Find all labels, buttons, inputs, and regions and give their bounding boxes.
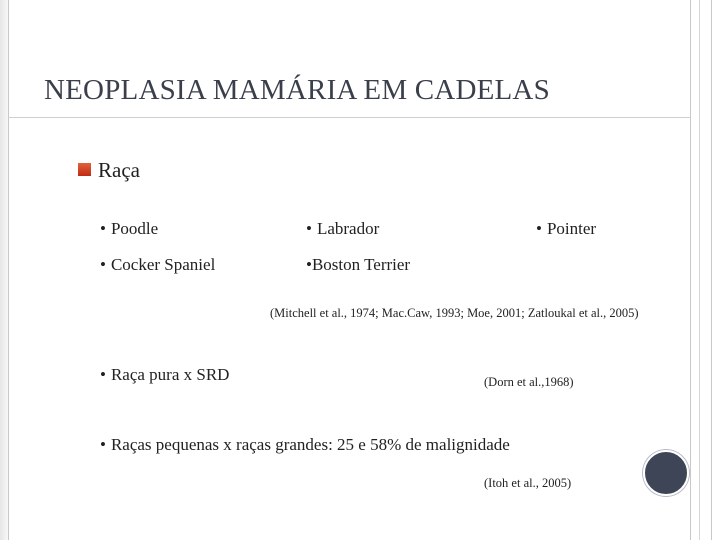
bullet-dot: • bbox=[100, 365, 106, 384]
bullet-dot: • bbox=[100, 255, 106, 274]
bullet-dot: • bbox=[306, 219, 312, 238]
reference-pure-breed: (Dorn et al.,1968) bbox=[484, 375, 574, 389]
title-divider bbox=[8, 117, 691, 118]
section-heading: Raça bbox=[98, 158, 140, 182]
bullet-dot: • bbox=[100, 219, 106, 238]
item-size bbox=[100, 435, 510, 455]
bullet-dot: • bbox=[306, 255, 312, 274]
breed-label: Labrador bbox=[316, 219, 380, 238]
breed-label: Boston Terrier bbox=[311, 255, 411, 274]
item-pure-breed bbox=[100, 365, 229, 385]
slide-title: NEOPLASIA MAMÁRIA EM CADELAS bbox=[44, 74, 550, 106]
left-frame-bar bbox=[0, 0, 9, 540]
breed-item-boston-terrier bbox=[306, 255, 410, 275]
breed-item-poodle bbox=[100, 219, 158, 239]
reference-breeds: (Mitchell et al., 1974; Mac.Caw, 1993; Moe, 2001; Zatloukal et al., 2005) bbox=[270, 306, 639, 320]
square-bullet-icon bbox=[78, 163, 91, 176]
breed-item-cocker-spaniel bbox=[100, 255, 215, 275]
bullet-dot: • bbox=[100, 435, 106, 454]
item-label: Raça pura x SRD bbox=[110, 365, 230, 384]
right-frame-line bbox=[699, 0, 700, 540]
breed-label: Poodle bbox=[110, 219, 159, 238]
right-frame-bar bbox=[690, 0, 712, 540]
breed-item-labrador bbox=[306, 219, 379, 239]
breed-label: Cocker Spaniel bbox=[110, 255, 216, 274]
breed-item-pointer bbox=[536, 219, 596, 239]
bullet-dot: • bbox=[536, 219, 542, 238]
item-label: Raças pequenas x raças grandes: 25 e 58% de malignidade bbox=[110, 435, 510, 454]
slide-number-circle bbox=[643, 450, 689, 496]
breed-label: Pointer bbox=[546, 219, 597, 238]
reference-size: (Itoh et al., 2005) bbox=[484, 476, 572, 490]
